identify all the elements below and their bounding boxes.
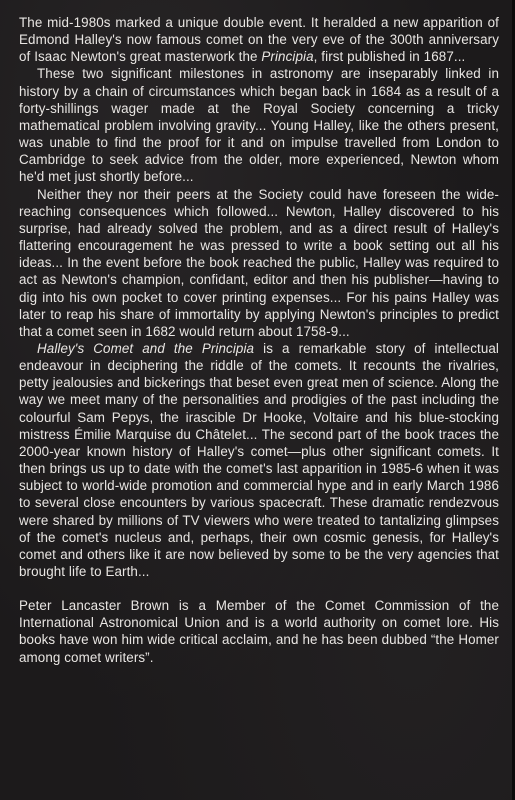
intro-text-start: The mid-1980s marked a unique double event. It heralded a new apparition of Edmond Halley's now famous comet on the very eve of the 300th anniversary of Isaac Newton's great masterwork the (19, 15, 499, 65)
author-bio: Peter Lancaster Brown is a Member of the Comet Commission of the International Astronomical Union and is a world authority on comet lore. His books have won him wide critical acclaim, and he has been dubbed “the Homer among comet writers”. (19, 598, 499, 665)
intro-text-end: , first published in 1687... (313, 49, 466, 65)
book-summary-text: is a remarkable story of intellectual endeavour in deciphering the riddle of the comets. It recounts the rivalries, petty jealousies and bickerings that beset even great men of science. Along the way we meet many of the personalities and prodigies of the past including the colourful Sam Pepys, the irascible Dr Hooke, Voltaire and his blue-stocking mistress Émilie Marquise du Châtelet... The second part of the book traces the 2000-year known history of Halley's comet—plus other significant comets. It then brings us up to date with the comet's last apparition in 1985-6 when it was subject to world-wide promotion and commercial hype and in early March 1986 to several close encounters by various spacecraft. These dramatic rendezvous were shared by millions of TV viewers who were treated to tantalizing glimpses of the comet's nucleus and, perhaps, their own cosmic genesis, for Halley's comet and others like it are now believed by some to be the very agencies that brought life to Earth... (19, 340, 499, 579)
book-title: Halley's Comet and the Principia (37, 340, 255, 356)
blurb-paragraph-milestones: These two significant milestones in astronomy are inseparably linked in history by a chain of circumstances which began back in 1684 as a result of a forty-shillings wager made at the Royal Society concerning a tricky mathematical problem involving gravity... Young Halley, like the others present, was unable to find the proof for it and on impulse travelled from London to Cambridge to seek advice from the older, more experienced, Newton whom he'd met just shortly before... (19, 66, 499, 185)
blurb-paragraph-consequences: Neither they nor their peers at the Society could have foreseen the wide-reaching consequences which followed... Newton, Halley discovered to his surprise, had already solved the problem, and as a direct result of Halley's flattering encouragement he was pressed to write a book setting out all his ideas... In the event before the book reached the public, Halley was required to act as Newton's champion, confidant, editor and then his publisher—having to dig into his own pocket to cover printing expenses... For his pains Halley was later to reap his share of immortality by applying Newton's principles to predict that a comet seen in 1682 would return about 1758-9... (19, 186, 499, 339)
blurb-paragraph-book-summary (19, 340, 499, 580)
blurb-paragraph-intro (19, 14, 499, 65)
principia-title: Principia (261, 49, 314, 65)
